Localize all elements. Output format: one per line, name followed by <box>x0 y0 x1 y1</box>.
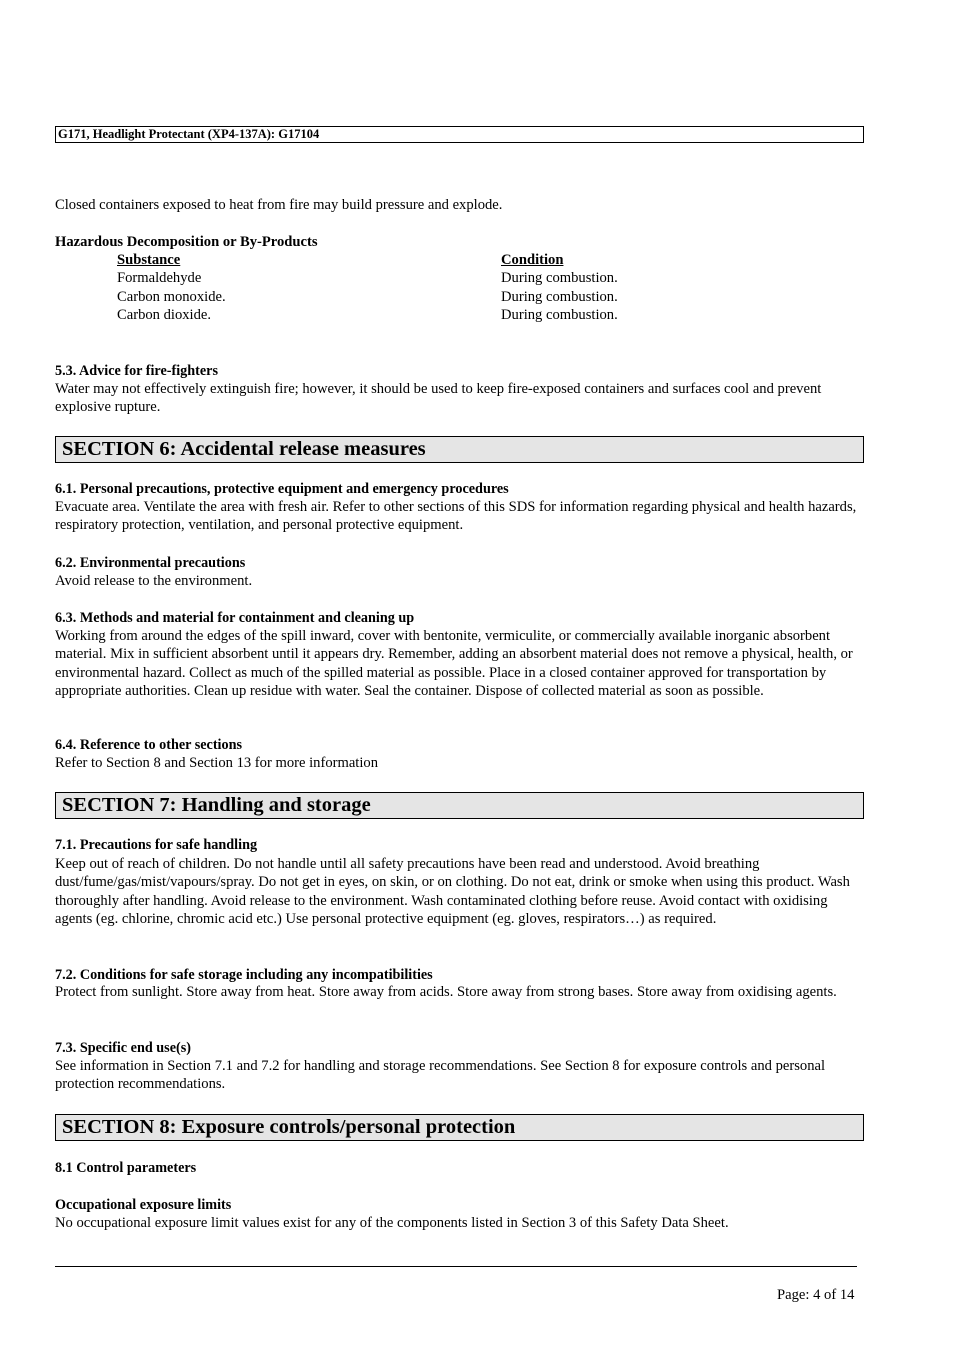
s61-heading: 6.1. Personal precautions, protective equipment and emergency procedures <box>55 481 509 497</box>
condition-column-header: Condition <box>501 252 564 268</box>
page-number: Page: 4 of 14 <box>777 1287 855 1303</box>
s73-heading: 7.3. Specific end use(s) <box>55 1040 191 1056</box>
s72-text: Protect from sunlight. Store away from heat. Store away from acids. Store away from strong bases. Store away from oxidising agents. <box>55 984 837 1000</box>
decomposition-heading: Hazardous Decomposition or By-Products <box>55 234 318 250</box>
s62-heading: 6.2. Environmental precautions <box>55 555 246 571</box>
substance-cell: Carbon dioxide. <box>117 307 212 323</box>
advice-heading: 5.3. Advice for fire-fighters <box>55 363 218 379</box>
condition-cell: During combustion. <box>501 270 618 286</box>
condition-cell: During combustion. <box>501 289 618 305</box>
condition-cell: During combustion. <box>501 307 618 323</box>
oel-text: No occupational exposure limit values exist for any of the components listed in Section 3 of this Safety Data Sheet. <box>55 1215 729 1231</box>
footer-divider <box>55 1266 857 1267</box>
document-header: G171, Headlight Protectant (XP4-137A): G17104 <box>55 126 864 143</box>
s72-heading: 7.2. Conditions for safe storage including any incompatibilities <box>55 967 433 983</box>
s64-text: Refer to Section 8 and Section 13 for more information <box>55 755 379 771</box>
s73-text: See information in Section 7.1 and 7.2 for handling and storage recommendations. See Section 8 for exposure controls and personal protection recommendations. <box>55 1058 826 1093</box>
s61-text: Evacuate area. Ventilate the area with fresh air. Refer to other sections of this SDS for information regarding physical and health hazards, respiratory protection, ventilation, and personal protective equipment. <box>55 499 857 534</box>
s71-text: Keep out of reach of children. Do not handle until all safety precautions have been read and understood. Avoid breathing dust/fume/gas/mist/vapours/spray. Do not get in eyes, on skin, or on clothing. Do not eat, drink or smoke when using this product. Wash thoroughly after handling. Avoid release to the environment. Wash contaminated clothing before reuse. Avoid contact with oxidising agents (eg. chlorine, chromic acid etc.) Use personal protective equipment (eg. gloves, respirators…) as required. <box>55 856 850 927</box>
section-8-title: SECTION 8: Exposure controls/personal protection <box>55 1114 864 1141</box>
oel-heading: Occupational exposure limits <box>55 1197 232 1213</box>
closed-containers-text: Closed containers exposed to heat from fire may build pressure and explode. <box>55 197 503 213</box>
advice-text: Water may not effectively extinguish fire; however, it should be used to keep fire-exposed containers and surfaces cool and prevent explosive rupture. <box>55 381 822 416</box>
substance-cell: Carbon monoxide. <box>117 289 226 305</box>
s64-heading: 6.4. Reference to other sections <box>55 737 243 753</box>
s81-heading: 8.1 Control parameters <box>55 1160 197 1176</box>
section-6-title: SECTION 6: Accidental release measures <box>55 436 864 463</box>
s63-text: Working from around the edges of the spill inward, cover with bentonite, vermiculite, or commercially available inorganic absorbent material. Mix in sufficient absorbent until it appears dry. Remember, adding an absorbent material does not remove a physical, health, or environmental hazard. Collect as much of the spilled material as possible. Place in a closed container approved for transportation by appropriate authorities. Clean up residue with water. Seal the container. Dispose of collected material as soon as possible. <box>55 628 853 699</box>
s62-text: Avoid release to the environment. <box>55 573 253 589</box>
substance-column-header: Substance <box>117 252 181 268</box>
substance-cell: Formaldehyde <box>117 270 202 286</box>
section-7-title: SECTION 7: Handling and storage <box>55 792 864 819</box>
s63-heading: 6.3. Methods and material for containment and cleaning up <box>55 610 415 626</box>
s71-heading: 7.1. Precautions for safe handling <box>55 837 258 853</box>
